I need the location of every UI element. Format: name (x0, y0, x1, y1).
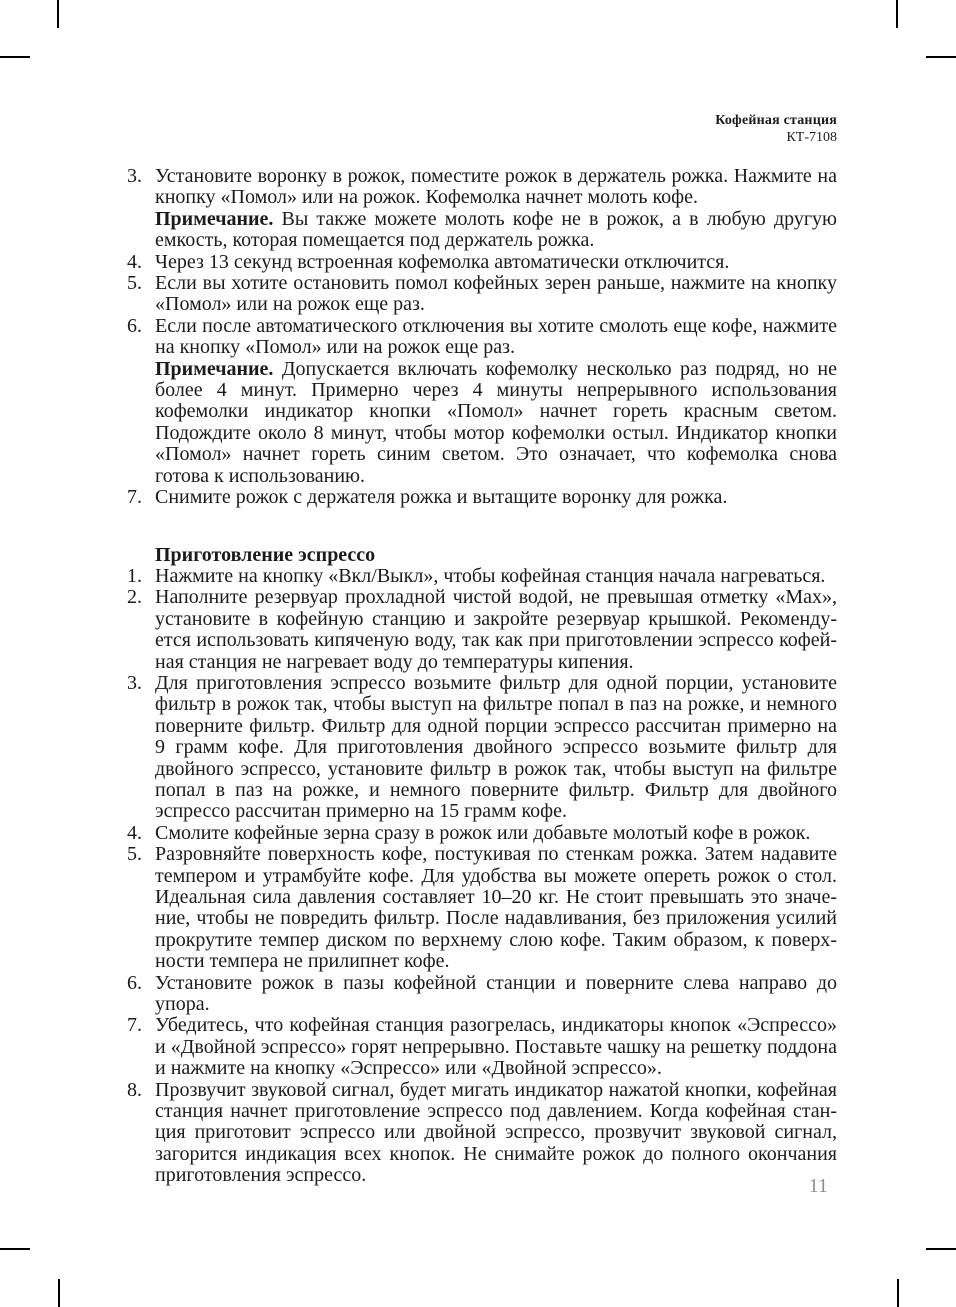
list-item: 2. Наполните резервуар прохладной чистой водой, не превышая отметку «Max», установите в кофейную станцию и закройте резервуар крышкой. Рекомендуется использовать кипяченую воду, так как при приготовлении эспрессо кофейная станция не нагревает воду до температуры кипения. (127, 586, 837, 673)
list-item: 5. Если вы хотите остановить помол кофейных зерен раньше, нажмите на кнопку «Помол» или на рожок еще раз. (127, 272, 837, 316)
crop-mark-bottom-right-vertical (897, 1279, 899, 1307)
list-item: 6. Если после автоматического отключения вы хотите смолоть еще кофе, нажмите на кнопку «Помол» или на рожок еще раз. (127, 314, 837, 359)
espresso-section-heading: Приготовление эспрессо (155, 543, 376, 566)
crop-mark-top-left-horizontal (0, 56, 30, 58)
list-item-number: 2. (127, 586, 142, 609)
espresso-steps-list (127, 566, 837, 1187)
crop-mark-top-left-vertical (57, 0, 59, 28)
list-item: 3. Для приготовления эспрессо возьмите фильтр для одной порции, установите фильтр в рожок так, чтобы выступ на фильтре попал в паз на рожке, и немного поверните фильтр. Фильтр для одной порции эспрессо рассчитан примерно на 9 грамм кофе. Для приготовления двойного эспрессо возьмите фильтр для двойного эспрессо, установите фильтр в рожок так, чтобы выступ на фильтре попал в паз на рожке, и немного поверните фильтр. Фильтр для двойного эспрессо рассчитан примерно на 15 грамм кофе. (127, 671, 837, 823)
note-label: Примечание. (155, 357, 274, 380)
crop-mark-bottom-left-horizontal (0, 1248, 30, 1250)
list-item: 4. Через 13 секунд встроенная кофемолка автоматически отключится. (127, 250, 730, 273)
list-item: 7. Снимите рожок с держателя рожка и вытащите воронку для рожка. (127, 486, 728, 509)
grind-steps-list (127, 166, 837, 509)
list-item: 3. Установите воронку в рожок, поместите рожок в держатель рожка. Нажмите на кнопку «Помол» или на рожок. Кофемолка начнет молоть кофе. (127, 165, 837, 209)
list-item: 7. Убедитесь, что кофейная станция разогрелась, индикаторы кнопок «Эспрессо» и «Двойной эспрессо» горят непрерывно. Поставьте чашку на решетку поддона и нажмите на кнопку «Эспрессо» или «Двойной эспрессо». (127, 1014, 837, 1080)
list-item: 4. Смолите кофейные зерна сразу в рожок или добавьте молотый кофе в рожок. (127, 821, 811, 844)
note-paragraph: Примечание. Допускается включать кофемолку несколько раз подряд, но не более 4 минут. Примерно через 4 минуты непрерывного использования кофемолки индикатор кнопки «Помол» начнет гореть красным светом. Подождите около 8 минут, чтобы мотор кофемолки остыл. Индикатор кнопки «Помол» начнет гореть синим светом. Это означает, что кофемолка снова готова к использованию. (155, 357, 837, 487)
list-item: 5. Разровняйте поверхность кофе, постукивая по стенкам рожка. Затем надавите темпером и утрамбуйте кофе. Для удобства вы можете опереть рожок о стол. Идеальная сила давления составляет 10–20 кг. Не стоит превышать это значение, чтобы не повредить фильтр. После надавливания, без приложения усилий прокрутите темпер диском по верхнему слою кофе. Таким образом, к поверхности темпера не прилипнет кофе. (127, 843, 837, 973)
list-item-number: 3. (127, 671, 142, 694)
document-title: Кофейная станция (715, 113, 837, 128)
list-item-number: 8. (127, 1078, 142, 1101)
crop-mark-top-right-vertical (896, 0, 898, 28)
list-item-number: 4. (127, 821, 142, 844)
list-item-number: 7. (127, 486, 142, 509)
list-item: 8. Прозвучит звуковой сигнал, будет мигать индикатор нажатой кнопки, кофейная станция начнет приготовление эспрессо под давлением. Когда кофейная станция приготовит эспрессо или двойной эспрессо, прозвучит звуковой сигнал, загорится индикация всех кнопок. Не снимайте рожок до полного окончания приготовления эспрессо. (127, 1078, 837, 1187)
page-content (127, 166, 837, 1187)
list-item-number: 1. (127, 564, 142, 587)
list-item: 1. Нажмите на кнопку «Вкл/Выкл», чтобы кофейная станция начала нагреваться. (127, 564, 826, 587)
note-label: Примечание. (155, 207, 274, 230)
list-item: 6. Установите рожок в пазы кофейной станции и поверните слева направо до упора. (127, 971, 837, 1016)
list-item-number: 6. (127, 314, 142, 337)
list-item-number: 5. (127, 843, 142, 866)
crop-mark-top-right-horizontal (926, 56, 956, 58)
crop-mark-bottom-left-vertical (58, 1279, 60, 1307)
list-item-number: 5. (127, 272, 142, 295)
list-item-number: 3. (127, 165, 142, 187)
crop-mark-bottom-right-horizontal (926, 1248, 956, 1250)
note-paragraph: Примечание. Вы также можете молоть кофе не в рожок, а в любую другую емкость, которая помещается под держатель рожка. (155, 207, 837, 252)
list-item-number: 7. (127, 1014, 142, 1037)
list-item-number: 6. (127, 971, 142, 994)
page-number: 11 (808, 1175, 828, 1197)
model-number: КТ-7108 (786, 130, 837, 145)
running-header (715, 112, 837, 146)
list-item-number: 4. (127, 250, 142, 273)
